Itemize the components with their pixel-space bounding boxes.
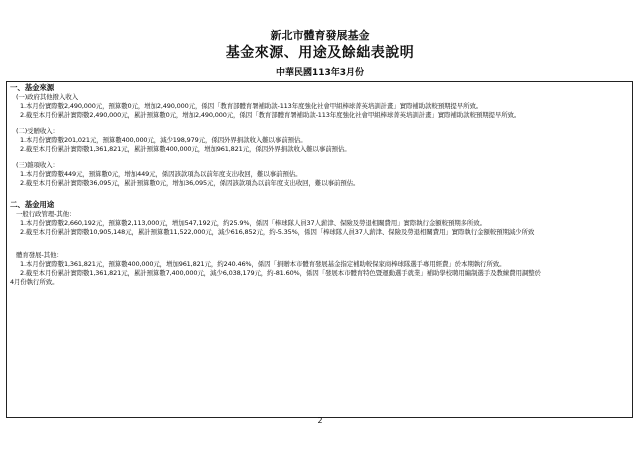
list-item: 2.截至本月份累計實際數1,361,821元，累計預算數400,000元，增加961,821元，係因外界捐款收入難以事前預估。 (20, 145, 351, 153)
content-box (6, 81, 633, 418)
list-item: 4月份執行所致。 (10, 278, 59, 286)
list-item: 1.本月份實際數201,021元，預算數400,000元，減少198,979元，係因外界捐款收入難以事前預估。 (20, 136, 307, 144)
list-item: 2.截至本月份累計實際數1,361,821元，累計預算數7,400,000元，減少6,038,179元，約-81.60%，係因「發展本市體育特色暨運動選手就業」補助學校聘用編制選手及教練費用調整於 (20, 269, 541, 277)
list-item: 1.本月份實際數1,361,821元，預算數400,000元，增加961,821元，約240.46%，係因「捐贈本市體育發展基金指定補助較保家商棒球隊選手專用經費」於本期執行所致。 (20, 260, 506, 268)
group-title: 一般行政管理-其他： (16, 210, 76, 218)
page-number: 2 (317, 416, 323, 425)
group-title: (一)政府其他撥入收入 (16, 93, 78, 101)
group-title: 體育發展-其他： (16, 251, 63, 259)
org-name: 新北市體育發展基金 (270, 29, 370, 42)
list-item: 2.截至本月份累計實際數10,905,148元，累計預算數11,522,000元，減少616,852元，約-5.35%，係因「棒球隊人員37人薪津、保險及勞退相關費用」實際執行金額較預期減少所致 (20, 228, 535, 236)
sources-heading: 一、基金來源 (10, 83, 55, 92)
list-item: 2.截至本月份累計實際數2,490,000元，累計預算數0元，增加2,490,000元，係因「教育部體育署補助款-113年度強化社會甲組棒球菁英培訓計畫」實際補助款較預期提早所致。 (20, 111, 521, 119)
document-title: 基金來源、用途及餘絀表說明 (225, 45, 415, 61)
uses-heading: 二、基金用途 (10, 200, 55, 209)
list-item: 2.截至本月份累計實際數36,095元，累計預算數0元，增加36,095元，係因該款項為以前年度支出收回，難以事前預估。 (20, 179, 360, 187)
list-item: 1.本月份實際數2,660,192元，預算數2,113,000元，增加547,192元，約25.9%，係因「棒球隊人員37人薪津、保險及勞退相關費用」實際執行金額較預期多所致。 (20, 219, 486, 227)
group-title: (三)雜項收入： (16, 161, 59, 169)
list-item: 1.本月份實際數2,490,000元，預算數0元，增加2,490,000元，係因「教育部體育署補助款-113年度強化社會甲組棒球菁英培訓計畫」實際補助款較預期提早所致。 (20, 102, 483, 110)
list-item: 1.本月份實際數449元，預算數0元，增加449元，係因該款項為以前年度支出收回，難以事前預估。 (20, 170, 302, 178)
group-title: (二)受贈收入： (16, 127, 59, 135)
report-period: 中華民國113年3月份 (275, 68, 365, 78)
